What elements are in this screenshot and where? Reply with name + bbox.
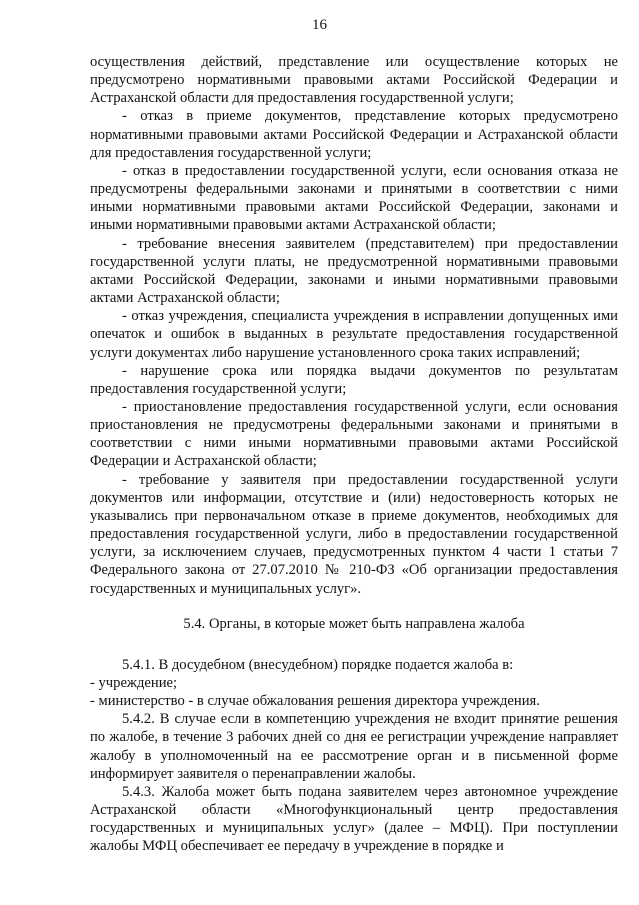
paragraph: осуществления действий, представление или осуществление которых не предусмотрено нормативными правовыми актами Российской Федерации и Астраханской области для предоставления государственной услуги; [90, 54, 618, 107]
page-number: 16 [312, 17, 327, 33]
list-item: - министерство - в случае обжалования решения директора учреждения. [90, 693, 540, 710]
list-item: - отказ в предоставлении государственной услуги, если основания отказа не предусмотрены федеральными законами и принятыми в соответствии с ними иными нормативными правовыми актами Российской Федерации, законами и иными нормативными правовыми актами Астраханской области; [90, 162, 618, 234]
paragraph: 5.4.3. Жалоба может быть подана заявителем через автономное учреждение Астраханской области «Многофункциональный центр предоставления государственных и муниципальных услуг» (далее – МФЦ). При поступлении жалобы МФЦ обеспечивает ее передачу в учреждение в порядке и [90, 783, 618, 855]
paragraph: 5.4.1. В досудебном (внесудебном) порядке подается жалоба в: [122, 656, 514, 673]
document-body [90, 53, 618, 856]
section-heading: 5.4. Органы, в которые может быть направлена жалоба [183, 615, 525, 632]
list-item: - приостановление предоставления государственной услуги, если основания приостановления не предусмотрены федеральными законами и принятыми в соответствии с ними иными нормативными правовыми актами Российской Федерации и Астраханской области; [90, 398, 618, 470]
list-item: - отказ учреждения, специалиста учреждения в исправлении допущенных ими опечаток и ошибок в выданных в результате предоставления государственной услуги документах либо нарушение установленного срока таких исправлений; [90, 308, 618, 361]
list-item: - учреждение; [90, 675, 178, 691]
paragraph: 5.4.2. В случае если в компетенцию учреждения не входит принятие решения по жалобе, в течение 3 рабочих дней со дня ее регистрации учреждение направляет жалобу в уполномоченный на ее рассмотрение орган и в письменной форме информирует заявителя о перенаправлении жалобы. [90, 711, 618, 782]
list-item: - требование у заявителя при предоставлении государственной услуги документов или информации, отсутствие и (или) недостоверность которых не указывались при первоначальном отказе в приеме документов, необходимых для предоставления государственной услуги, либо в предоставлении государственной услуги, за исключением случаев, предусмотренных пунктом 4 части 1 статьи 7 Федерального закона от 27.07.2010 № 210-ФЗ «Об организации предоставления государственных и муниципальных услуг». [90, 471, 618, 597]
list-item: - отказ в приеме документов, представление которых предусмотрено нормативными правовыми актами Российской Федерации и Астраханской области для предоставления государственной услуги; [90, 108, 618, 161]
list-item: - нарушение срока или порядка выдачи документов по результатам предоставления государственной услуги; [90, 362, 618, 397]
list-item: - требование внесения заявителем (представителем) при предоставлении государственной услуги платы, не предусмотренной нормативными правовыми актами Российской Федерации, законами и иными нормативными правовыми актами Астраханской области; [90, 235, 618, 307]
